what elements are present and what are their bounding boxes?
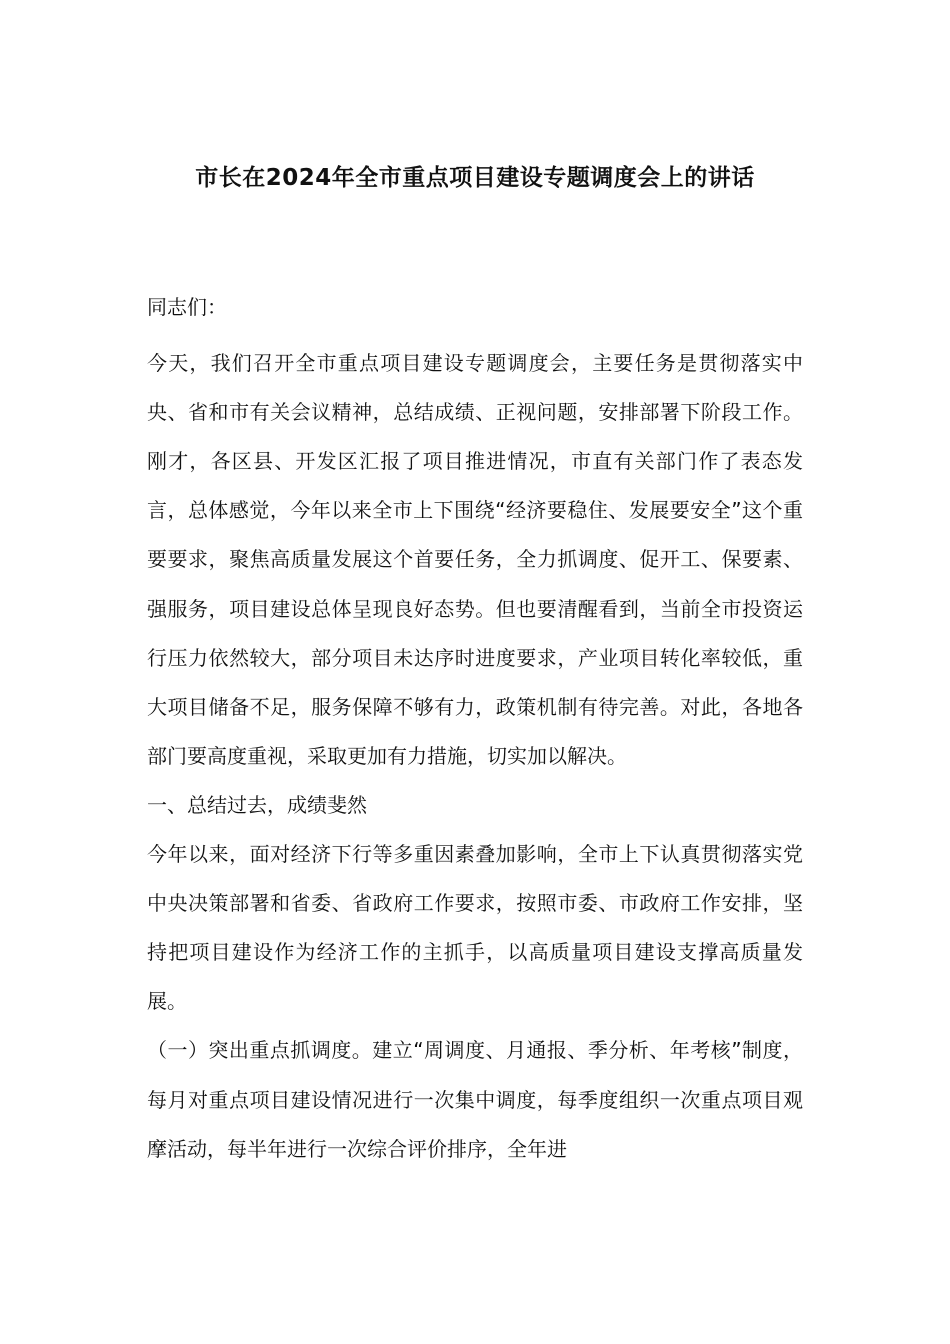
section-heading: 一、总结过去，成绩斐然: [147, 792, 367, 817]
subsection-paragraph: （一）突出重点抓调度。建立“周调度、月通报、季分析、年考核”制度，每月对重点项目建设情况进行一次集中调度，每季度组织一次重点项目观摩活动，每半年进行一次综合评价排序，全年进: [147, 1038, 803, 1161]
section-paragraph: 今年以来，面对经济下行等多重因素叠加影响，全市上下认真贯彻落实党中央决策部署和省委、省政府工作要求，按照市委、市政府工作安排，坚持把项目建设作为经济工作的主抓手，以高质量项目建设支撑高质量发展。: [147, 842, 803, 1014]
document-body: [147, 283, 803, 1174]
document-title: 市长在2024年全市重点项目建设专题调度会上的讲话: [195, 165, 755, 191]
opening-paragraph: 今天，我们召开全市重点项目建设专题调度会，主要任务是贯彻落实中央、省和市有关会议精神，总结成绩、正视问题，安排部署下阶段工作。刚才，各区县、开发区汇报了项目推进情况，市直有关部门作了表态发言，总体感觉，今年以来全市上下围绕“经济要稳住、发展要安全”这个重要要求，聚焦高质量发展这个首要任务，全力抓调度、促开工、保要素、强服务，项目建设总体呈现良好态势。但也要清醒看到，当前全市投资运行压力依然较大，部分项目未达序时进度要求，产业项目转化率较低，重大项目储备不足，服务保障不够有力，政策机制有待完善。对此，各地各部门要高度重视，采取更加有力措施，切实加以解决。: [147, 351, 803, 768]
salutation: 同志们：: [147, 295, 227, 319]
